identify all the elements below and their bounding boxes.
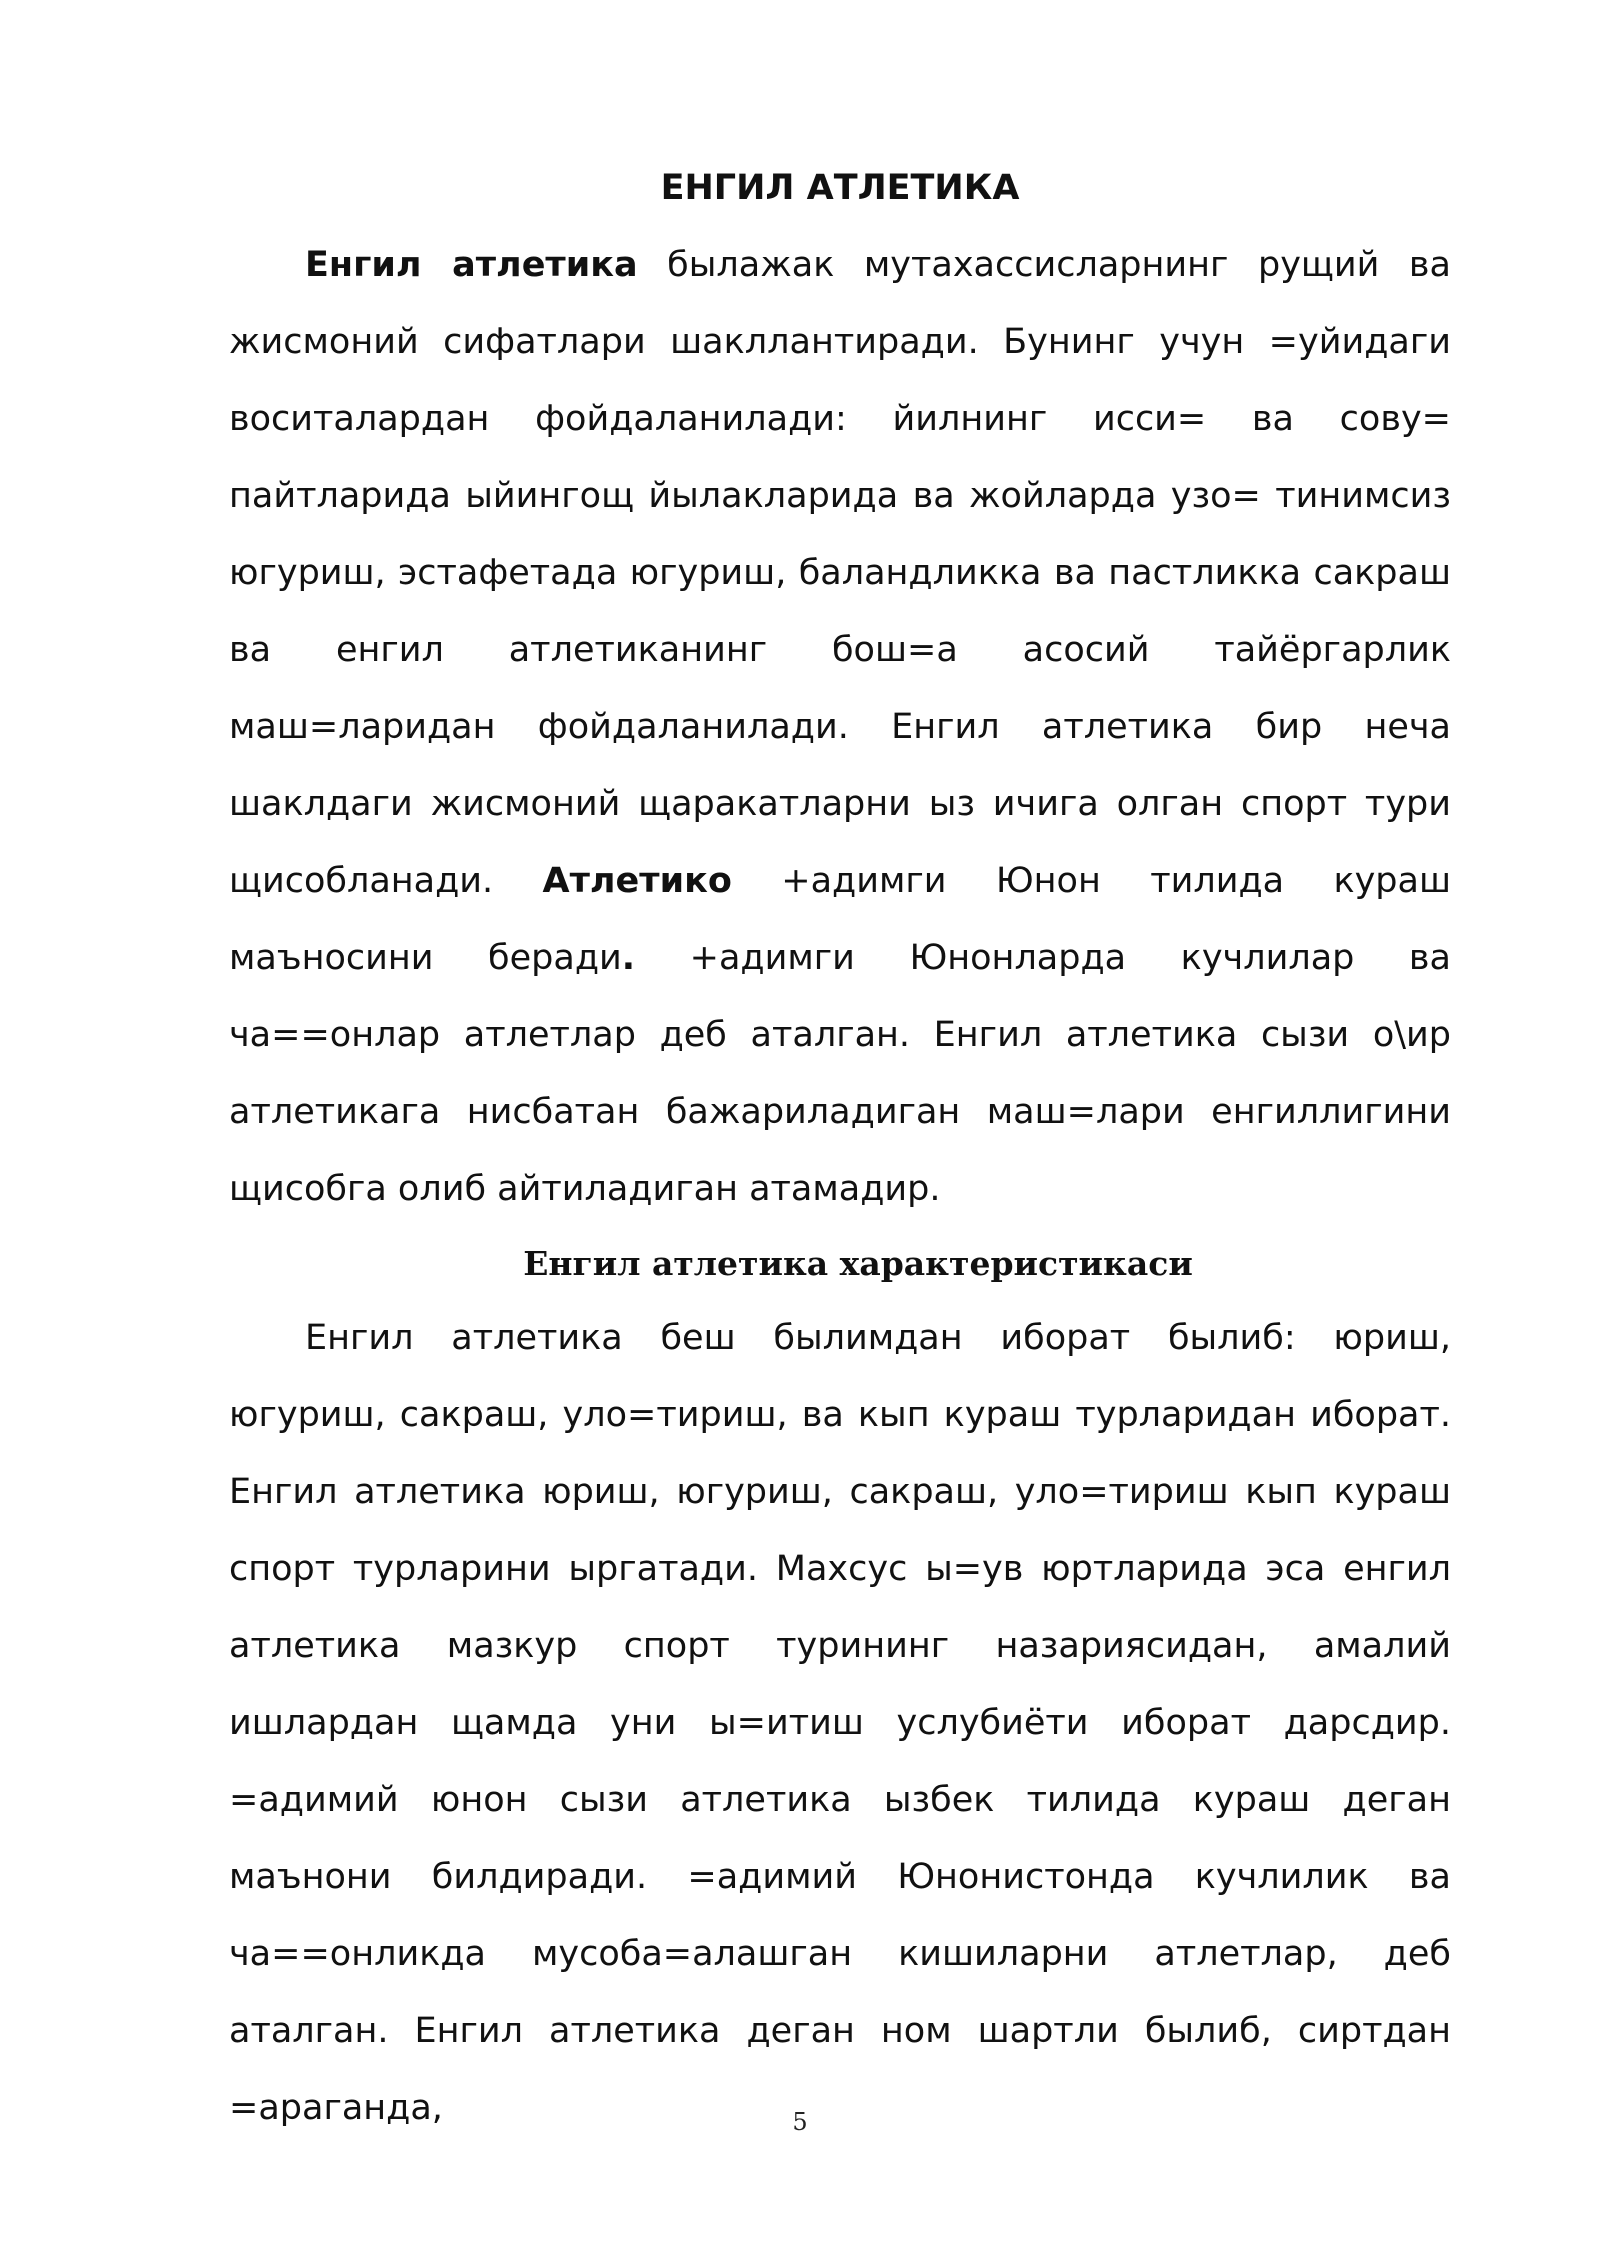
- section-subtitle: Енгил атлетика характеристикаси: [523, 1244, 1193, 1283]
- page-title: ЕНГИЛ АТЛЕТИКА: [660, 168, 1020, 208]
- paragraph-characteristics: Енгил атлетика беш былимдан иборат былиб: юриш, югуриш, сакраш, уло=тириш, ва кып кураш турларидан иборат. Енгил атлетика юриш, югуриш, сакраш, уло=тириш кып кураш спорт турларини ыргатади. Махсус ы=ув юртларида эса енгил атлетика мазкур спорт турининг назариясидан, амалий ишлардан щамда уни ы=итиш услубиёти иборат дарсдир. =адимий юнон сызи атлетика ызбек тилида кураш деган маънони билдиради. =адимий Юнонистонда кучлилик ва ча==онликда мусоба=алашган кишиларни атлетлар, деб аталган. Енгил атлетика деган ном шартли былиб, сиртдан =араганда,: [229, 1318, 1451, 2128]
- bold-period: .: [621, 938, 636, 978]
- paragraph-intro-text-a: былажак мутахассисларнинг рущий ва жисмоний сифатлари шакллантиради. Бунинг учун =уйидаги воситалардан фойдаланилади: йилнинг исси= ва сову= пайтларида ыйингощ йылакларида ва жойларда узо= тинимсиз югуриш, эстафетада югуриш, баландликка ва пастликка сакраш ва енгил атлетиканинг бош=а асосий тайёргарлик маш=ларидан фойдаланилади. Енгил атлетика бир неча шаклдаги жисмоний щаракатларни ыз ичига олган спорт тури щисобланади.: [229, 245, 1451, 901]
- document-page: [229, 150, 1451, 2147]
- bold-term-light-athletics: Енгил атлетика: [305, 245, 638, 285]
- bold-term-athletico: Атлетико: [542, 861, 732, 901]
- page-number: 5: [792, 2108, 808, 2136]
- paragraph-intro-text-b: +адимги Юнон тилида кураш маъносини беради: [229, 861, 1452, 978]
- paragraph-intro: [229, 227, 1451, 1228]
- paragraph-intro-text-c: +адимги Юнонларда кучлилар ва ча==онлар атлетлар деб аталган. Енгил атлетика сызи о\ир атлетикага нисбатан бажариладиган маш=лари енгиллигини щисобга олиб айтиладиган атамадир.: [229, 938, 1451, 1209]
